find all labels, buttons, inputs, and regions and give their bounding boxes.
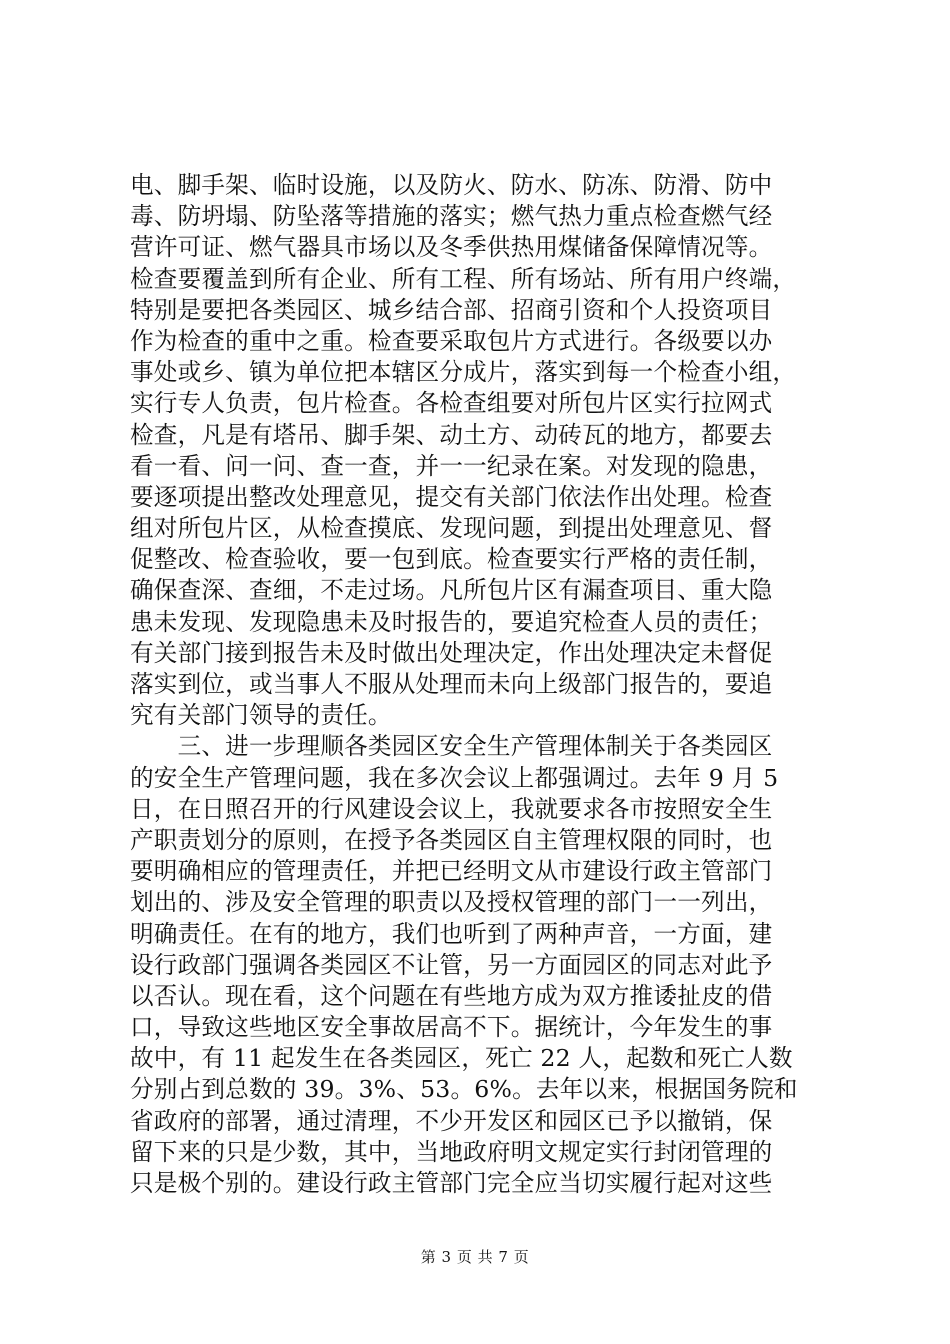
text-line: 检查，凡是有塔吊、脚手架、动土方、动砖瓦的地方，都要去 bbox=[130, 420, 773, 449]
text-line: 要逐项提出整改处理意见，提交有关部门依法作出处理。检查 bbox=[130, 482, 773, 511]
text-line: 产职责划分的原则，在授予各类园区自主管理权限的同时，也 bbox=[130, 825, 773, 854]
text-line: 只是极个别的。建设行政主管部门完全应当切实履行起对这些 bbox=[130, 1169, 773, 1197]
text-line: 确保查深、查细，不走过场。凡所包片区有漏查项目、重大隐 bbox=[130, 576, 773, 605]
text-line: 看一看、问一问、查一查，并一一纪录在案。对发现的隐患， bbox=[130, 451, 773, 480]
text-line: 三、进一步理顺各类园区安全生产管理体制关于各类园区 bbox=[130, 732, 773, 761]
text-line: 检查要覆盖到所有企业、所有工程、所有场站、所有用户终端， bbox=[130, 264, 797, 293]
text-line: 日，在日照召开的行风建设会议上，我就要求各市按照安全生 bbox=[130, 794, 773, 823]
text-line: 组对所包片区，从检查摸底、发现问题，到提出处理意见、督 bbox=[130, 514, 773, 543]
text-line: 分别占到总数的 39。3%、53。6%。去年以来，根据国务院和 bbox=[130, 1075, 798, 1104]
text-line: 的安全生产管理问题，我在多次会议上都强调过。去年 9 月 5 bbox=[130, 763, 779, 792]
text-line: 事处或乡、镇为单位把本辖区分成片，落实到每一个检查小组， bbox=[130, 358, 797, 387]
text-line: 营许可证、燃气器具市场以及冬季供热用煤储备保障情况等。 bbox=[130, 233, 773, 262]
text-line: 划出的、涉及安全管理的职责以及授权管理的部门一一列出， bbox=[130, 888, 773, 917]
text-line: 实行专人负责，包片检查。各检查组要对所包片区实行拉网式 bbox=[130, 389, 773, 418]
text-line: 明确责任。在有的地方，我们也听到了两种声音，一方面，建 bbox=[130, 919, 773, 948]
page-number: 第 3 页 共 7 页 bbox=[420, 1248, 530, 1266]
text-line: 以否认。现在看，这个问题在有些地方成为双方推诿扯皮的借 bbox=[130, 981, 773, 1010]
text-line: 设行政部门强调各类园区不让管，另一方面园区的同志对此予 bbox=[130, 950, 773, 979]
text-line: 有关部门接到报告未及时做出处理决定，作出处理决定未督促 bbox=[130, 638, 773, 667]
text-line: 口，导致这些地区安全事故居高不下。据统计，今年发生的事 bbox=[130, 1013, 773, 1042]
text-line: 省政府的部署，通过清理，不少开发区和园区已予以撤销，保 bbox=[130, 1106, 773, 1135]
page-footer bbox=[0, 1246, 950, 1267]
text-line: 电、脚手架、临时设施，以及防火、防水、防冻、防滑、防中 bbox=[130, 171, 773, 199]
text-line: 究有关部门领导的责任。 bbox=[130, 701, 392, 730]
text-line: 落实到位，或当事人不服从处理而未向上级部门报告的，要追 bbox=[130, 670, 773, 698]
text-line: 患未发现、发现隐患未及时报告的，要追究检查人员的责任； bbox=[130, 607, 773, 636]
body-text bbox=[130, 170, 826, 1199]
text-line: 特别是要把各类园区、城乡结合部、招商引资和个人投资项目 bbox=[130, 295, 773, 324]
text-line: 作为检查的重中之重。检查要采取包片方式进行。各级要以办 bbox=[130, 326, 773, 355]
text-line: 故中，有 11 起发生在各类园区，死亡 22 人，起数和死亡人数 bbox=[130, 1044, 793, 1073]
text-line: 要明确相应的管理责任，并把已经明文从市建设行政主管部门 bbox=[130, 857, 773, 886]
text-line: 留下来的只是少数，其中，当地政府明文规定实行封闭管理的 bbox=[130, 1137, 773, 1166]
text-line: 毒、防坍塌、防坠落等措施的落实；燃气热力重点检查燃气经 bbox=[130, 202, 773, 231]
text-line: 促整改、检查验收，要一包到底。检查要实行严格的责任制， bbox=[130, 545, 773, 574]
